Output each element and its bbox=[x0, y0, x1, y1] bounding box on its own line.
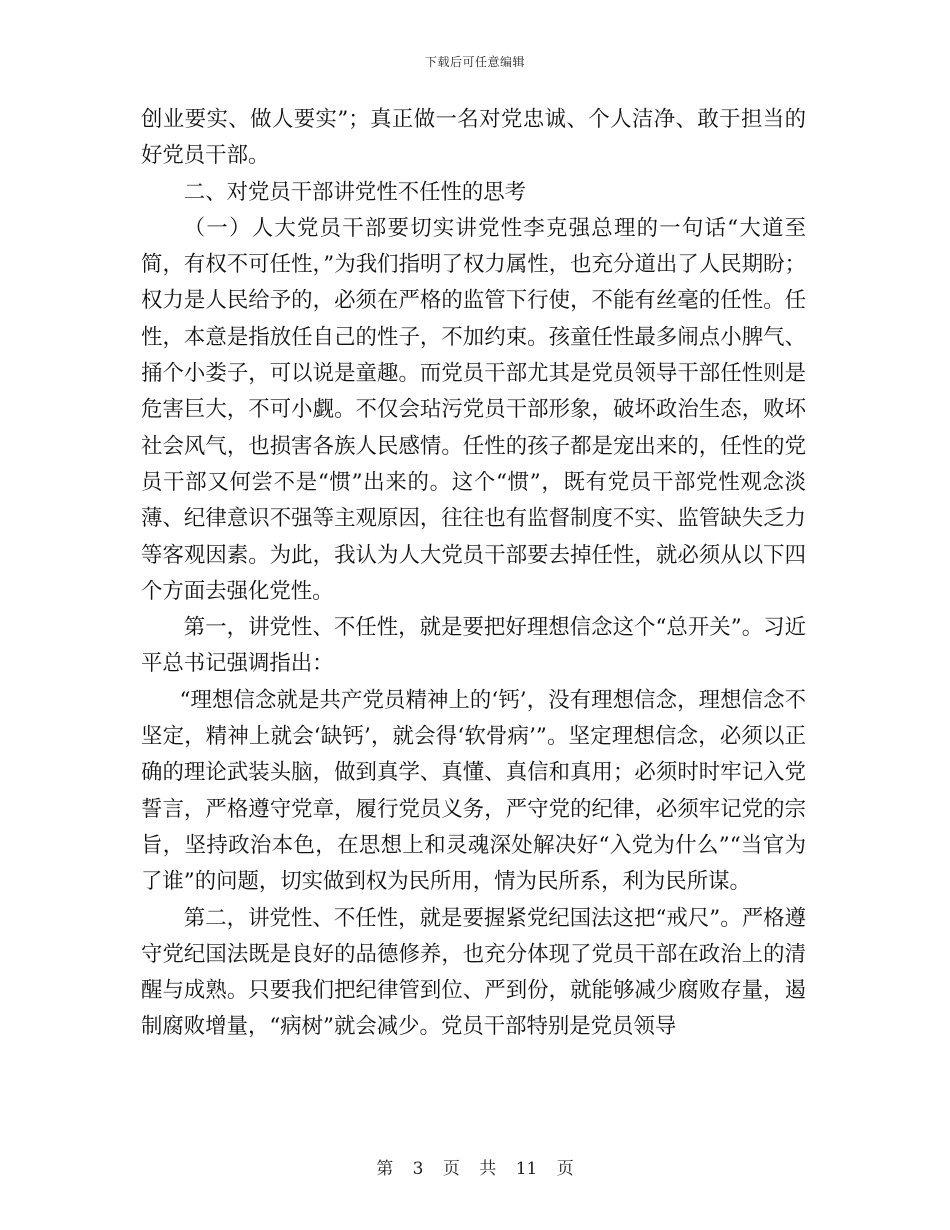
page-footer bbox=[0, 1154, 950, 1179]
footer-prefix: 第 bbox=[376, 1159, 394, 1179]
paragraph: 创业要实、做人要实”；真正做一名对党忠诚、个人洁净、敢于担当的好党员干部。 bbox=[141, 107, 806, 169]
page-header: 下载后可任意编辑 bbox=[424, 55, 525, 69]
paragraph: 第二，讲党性、不任性，就是要握紧党纪国法这把“戒尺”。严格遵守党纪国法既是良好的品德修养，也充分体现了党员干部在政治上的清醒与成熟。只要我们把纪律管到位、严到份，就能够减少腐败存量，遏制腐败增量，“病树”就会减少。党员干部特别是党员领导 bbox=[141, 905, 806, 1040]
paragraph: （一）人大党员干部要切实讲党性李克强总理的一句话“大道至简，有权不可任性，”为我们指明了权力属性，也充分道出了人民期盼；权力是人民给予的，必须在严格的监管下行使，不能有丝毫的任性。任性，本意是指放任自己的性子，不加约束。孩童任性最多闹点小脾气、捅个小娄子，可以说是童趣。而党员干部尤其是党员领导干部任性则是危害巨大，不可小觑。不仅会玷污党员干部形象，破坏政治生态，败坏社会风气，也损害各族人民感情。任性的孩子都是宠出来的，任性的党员干部又何尝不是“惯”出来的。这个“惯”，既有党员干部党性观念淡薄、纪律意识不强等主观原因，往往也有监督制度不实、监管缺失乏力等客观因素。为此，我认为人大党员干部要去掉任性，就必须从以下四个方面去强化党性。 bbox=[141, 215, 806, 604]
current-page-number: 3 bbox=[412, 1159, 424, 1179]
total-page-count: 11 bbox=[515, 1159, 538, 1179]
quote-paragraph: “理想信念就是共产党员精神上的‘钙’，没有理想信念，理想信念不坚定，精神上就会‘缺钙’，就会得‘软骨病’”。坚定理想信念，必须以正确的理论武装头脑，做到真学、真懂、真信和真用；必须时时牢记入党誓言，严格遵守党章，履行党员义务，严守党的纪律，必须牢记党的宗旨，坚持政治本色，在思想上和灵魂深处解决好“入党为什么”“当官为了谁”的问题，切实做到权为民所用，情为民所系，利为民所谋。 bbox=[141, 687, 806, 895]
document-body bbox=[141, 102, 806, 1046]
section-heading: 二、对党员干部讲党性不任性的思考 bbox=[183, 179, 527, 205]
footer-total-label: 共 bbox=[479, 1159, 497, 1179]
paragraph: 第一，讲党性、不任性，就是要把好理想信念这个“总开关”。习近平总书记强调指出： bbox=[141, 615, 806, 677]
footer-suffix: 页 bbox=[556, 1159, 574, 1179]
footer-page-label: 页 bbox=[442, 1159, 460, 1179]
